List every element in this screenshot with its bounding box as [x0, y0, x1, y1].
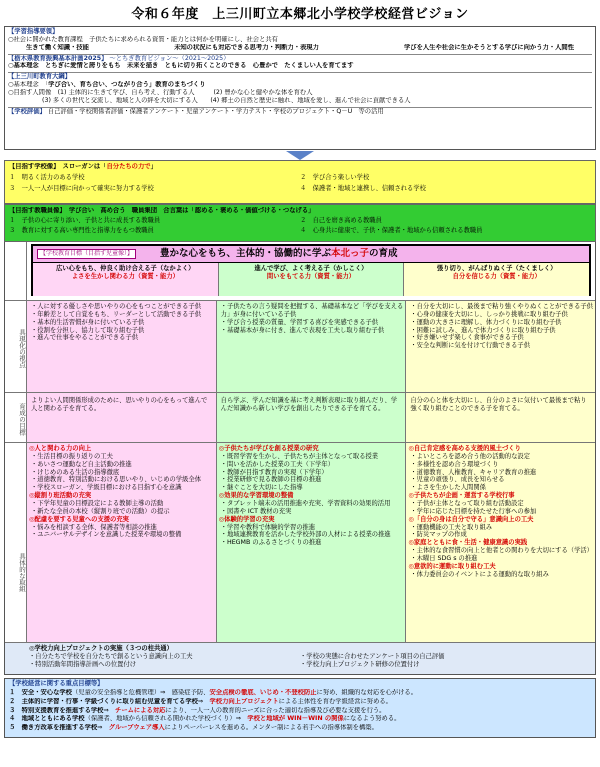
staff-image-item: ３ 教育に対する高い専門性と指導力をもつ教職員 — [9, 226, 154, 234]
action-item: ・子供が主体となって取り組む活動設定 — [410, 500, 524, 508]
action-item: ・新たな全員の本校（縦割り班での活動）の提示 — [31, 507, 170, 515]
school-project-item: ・自分たちで学校を自分たちで創るという意識向上の工夫 — [29, 652, 193, 660]
page-title: 令和６年度 上三川町立本郷北小学校学校経営ビジョン — [131, 7, 469, 22]
action-item: ・タブレット端末の活用推進や充実、学習資料の効果的活用 — [220, 500, 391, 508]
goal-row — [5, 242, 595, 300]
goals-table — [4, 242, 596, 675]
action-heading: ◎「自分の身は自分で守る」意識向上の工夫 — [408, 515, 534, 523]
action-item: ・授業研修で見る教師の目標の推進 — [220, 476, 322, 484]
viewpoint-item: ・子供たちの言う疑問を把握する、基礎基本など「学びを支える力」が身に付いている子供 — [220, 303, 404, 318]
prefecture-plan-sub: ～とちぎ教育ビジョン～（2021～2025） — [109, 54, 230, 62]
focus-goals-box — [4, 678, 596, 738]
focus-goal-key: チームによる対応 — [115, 706, 166, 714]
school-goal-banner — [31, 244, 591, 296]
viewpoint-item: ・運動の大きさに理解し、体力づくりに取り組む子供 — [410, 318, 562, 326]
prefecture-plan-section — [8, 54, 592, 71]
focus-goal-arrow: ⇒ — [103, 706, 116, 714]
focus-goal-key: 学校力向上プロジェクト — [209, 697, 279, 705]
action-side-label: 具体的な取組 — [5, 443, 27, 642]
school-project-item: ・学校力向上プロジェクト研修の位置付け — [300, 660, 420, 668]
action-item: ・学習や教科で体験的学習の推進 — [220, 523, 316, 531]
action-item: ・体力委員会のイベントによる運動的な取り組み — [410, 570, 549, 578]
curriculum-heading: 【学習指導要領】 — [8, 28, 59, 35]
target-side-label: 育成の目標 — [5, 393, 27, 442]
focus-goal-title: ５ 働き方改革を推進する学校 — [9, 724, 98, 732]
focus-goal-key: 学校と地域が WIN－WIN の関係 — [247, 715, 344, 723]
school-goal-text: 豊かな心をもち、主体的・協働的に学ぶ — [160, 248, 332, 260]
pillar-attitude: 学びを人生や社会に生かそうとする学びに向かう力・人間性 — [403, 43, 574, 51]
action-heading: ◎自己肯定感を高める支援的風土づくり — [408, 445, 521, 452]
staff-image-item: １ 子供の心に寄り添い、子供と共に成長する教職員 — [9, 216, 161, 224]
viewpoint-side-label: 具現化の視点 — [5, 301, 27, 392]
focus-goal-arrow: ⇒ — [97, 724, 109, 732]
action-item: ・木曜日 SDG s の推進 — [410, 555, 478, 563]
school-image-box — [4, 160, 596, 204]
town-policy-section — [8, 72, 592, 104]
pillar-title: 進んで学び、よく考える子（かしこく） — [254, 265, 368, 272]
school-project-box — [5, 642, 595, 674]
pillar-ability: よさを生かし関わる力（資質・能力） — [71, 272, 179, 280]
watchword-text: 認める・褒める・価値づける・つなげる — [194, 207, 309, 214]
evaluation-heading: 【学校評価】 — [8, 107, 46, 115]
evaluation-section — [8, 107, 592, 116]
focus-goal-note: （保護者、地域から信頼される開かれた学校づくり） — [84, 715, 236, 723]
viewpoint-item: ・役割を分担し、協力して取り組む子供 — [31, 326, 145, 334]
action-item: ・地域連携教育を活かした学校外部の人材による授業の推進 — [220, 531, 391, 539]
pillar-ability: 自分を信じる力（資質・能力） — [452, 272, 541, 280]
target-text: 自分の心と体を大切にし、自分のよさに気付いて最後まで粘り強く取り組むことのできる子を育てる。 — [405, 393, 595, 442]
viewpoint-item: ・進んで仕事をやることができる子供 — [31, 334, 139, 342]
pillar-thinking: 未知の状況にも対応できる思考力・判断力・表現力 — [174, 43, 319, 51]
pillar-title: 広い心をもち、仲良く助け合える子（なかよく） — [56, 265, 195, 272]
viewpoint-col-strength — [405, 301, 595, 392]
town-policy-person-1: ○目指す人間像 (1) 主体的に生きて学び、自ら考え、行動する人 (2) 豊かな心と健やかな体を育む人 — [8, 89, 313, 97]
school-goal-label: 【学校教育目標（目指す児童像）】 — [37, 249, 136, 259]
focus-goal-arrow: ⇒ — [197, 697, 210, 705]
action-item: ・主体的な食習慣の向上と他者との関わりを大切にする（学活） — [410, 547, 593, 555]
focus-goal-title: ２ 主体的に学習・行事・学級づくりに取り組む児童を育てる学校 — [9, 697, 198, 705]
viewpoint-item: ・安全な判断に気を付けて行動できる子供 — [410, 342, 530, 350]
action-item: ・ユニバーサルデザインを意識した授業や環境の整備 — [31, 531, 182, 539]
action-item: ・下学年児童の目標設定による教師主導の活動 — [31, 500, 164, 508]
evaluation-text: 自己評価・学校関係者評価・保護者アンケート・児童アンケート・学力テスト・学校のプロジェクト・Q－U 等の活用 — [47, 107, 384, 115]
pillar-knowledge: 生きて働く知識・技能 — [26, 43, 89, 51]
action-item: ・学年に応じた目標を持たせた行事への参加 — [410, 507, 537, 515]
action-item: ・教師が目指す教育の実現（下学年） — [220, 468, 328, 476]
focus-goal-key: 安全点検の徹底、いじめ・不登校防止 — [209, 688, 317, 696]
school-image-item: ３ 一人一人が目標に向かって確実に努力する学校 — [9, 184, 154, 192]
viewpoint-item: ・学び合う授業の質量、学習する喜びを実感できる子供 — [220, 318, 379, 326]
target-text: よりよい人間関係形成のために、思いやりの心をもって進んで人と関わる子を育てる。 — [27, 393, 216, 442]
school-image-heading: 【目指す学校像】 — [9, 163, 57, 170]
action-item: ・よいところを認め合う他の活動的な設定 — [410, 452, 530, 460]
viewpoint-item: ・基礎基本が身に付き、進んで表現を工夫し取り組む子供 — [220, 326, 385, 334]
action-item: ・運動機能の工夫と取り組み — [410, 523, 493, 531]
focus-goal-title: ４ 地域とともにある学校 — [9, 715, 85, 723]
prefecture-plan-heading: 【栃木県教育振興基本計画2025】 — [8, 54, 108, 62]
viewpoint-item: ・心身の健康を大切にし、しっかり挑戦に取り組む子供 — [410, 310, 568, 318]
focus-goal-detail: に努め、組織的な対応を心がける。 — [316, 688, 418, 696]
goal-row-spacer — [5, 242, 27, 300]
curriculum-pillars — [8, 44, 592, 52]
watchword-prefix: 合言葉は「 — [163, 207, 195, 214]
action-heading: ◎子供たちが学びを創る授業の研究 — [218, 445, 319, 452]
action-item: ・よさを生かした人間関係 — [410, 484, 486, 492]
action-heading: ◎体験的学習の充実 — [218, 515, 275, 523]
action-item: ・児童の頑張り、成長を知らせる — [410, 476, 505, 484]
page — [4, 4, 596, 763]
viewpoint-item: ・困難に試しみ、進んで体力づくりに取り組む子供 — [410, 326, 556, 334]
focus-goal-note: （児童の安全指導と危機管理） — [71, 688, 161, 696]
staff-image-item: ４ 心身共に健康で、子供・保護者・地域から信頼される教職員 — [300, 226, 483, 234]
action-item: ・学校スローガン、学級目標における目指す心を意識 — [31, 484, 182, 492]
action-heading: ◎意欲的に運動に取り組む工夫 — [408, 562, 496, 570]
action-item: ・あいさつ運動など自主活動の推進 — [31, 460, 132, 468]
pillar-title: 張り切り、がんばりぬく子（たくましく） — [436, 265, 557, 272]
focus-goal-detail: になるよう努める。 — [343, 715, 401, 723]
action-item: ・道徳教育、人権教育、キャリア教育の推進 — [410, 468, 537, 476]
action-item: ・既習学習を生かし、子供たちが主体となって取る授業 — [220, 452, 379, 460]
focus-goal-key: グループウェア導入 — [108, 724, 165, 732]
school-project-heading: ◎学校力向上プロジェクトの実施（３つの柱共通） — [29, 645, 173, 652]
focus-goal-detail: によりペーパーレスを進める。メンター制による若手への指導体制を構築。 — [164, 724, 378, 732]
slogan-prefix: スローガンは「 — [62, 163, 107, 170]
focus-goals-list — [9, 689, 591, 732]
school-image-item: １ 明るく活力のある学校 — [9, 173, 85, 181]
action-item: ・問いを活かした授業の工夫（下学年） — [220, 460, 335, 468]
focus-goals-heading: 【学校経営に関する重点目標等】 — [9, 680, 104, 687]
focus-goal-item — [9, 698, 591, 706]
school-image-item: ４ 保護者・地域と連携し、信頼される学校 — [300, 184, 426, 192]
action-heading: ◎縦割り班活動の充実 — [29, 492, 92, 500]
action-row — [5, 442, 595, 642]
action-heading: ◎配慮を要する児童への支援の充実 — [29, 515, 129, 523]
town-policy-person-2: (3) 多くの世代と交流し、地域と人の絆を大切にする人 (4) 郷土の自然と歴史に触れ、地域を愛し、進んで社会に貢献できる人 — [42, 96, 411, 104]
staff-image-item: ２ 自己を磨き高める教職員 — [300, 216, 382, 224]
staff-motto: 学び合い 高め合う 職員集団 — [68, 207, 157, 214]
slogan-text: 自分たちの力で — [106, 163, 151, 170]
pillar-header-strength — [403, 263, 589, 296]
action-heading: ◎人と関わる力の向上 — [29, 445, 92, 452]
focus-goal-item — [9, 724, 591, 732]
action-col-strength — [405, 443, 595, 642]
action-item: ・多様性を認め合う環境づくり — [410, 460, 499, 468]
viewpoint-item: ・好き嫌いせず楽しく食事ができる子供 — [410, 334, 524, 342]
staff-image-box — [4, 204, 596, 242]
curriculum-line: ○社会に開かれた教育課程 子供たちに求められる資質・能力とは何かを明確にし、社会と共有 — [8, 35, 278, 43]
action-col-kindness — [27, 443, 216, 642]
action-heading: ◎子供たちが企画・運営する学校行事 — [408, 492, 515, 500]
action-item: ・継ぐことを大切にした指導 — [220, 484, 303, 492]
policy-framework-box — [4, 26, 596, 150]
focus-goal-item — [9, 707, 591, 715]
action-item: ・悩みを相談する全体、保護者等相談の推進 — [31, 523, 157, 531]
action-heading: ◎家庭とともに食・生活・健康意識の実践 — [408, 539, 528, 547]
town-policy-basic: ○基本理念 「 — [8, 81, 49, 89]
school-project-item: ・特別活動年間指導計画への位置付け — [29, 660, 137, 668]
viewpoint-item: ・自分を大切にし、最後まで粘り強くやりぬくことができる子供 — [410, 303, 593, 310]
action-item: ・図書や ICT 教材の充実 — [220, 507, 292, 515]
action-item: ・生活目標の振り返りの工夫 — [31, 452, 113, 460]
viewpoint-col-wisdom — [216, 301, 406, 392]
school-goal-suffix: の育成 — [369, 248, 398, 260]
target-text: 自ら学ぶ、学んだ知識を基に考え判断表現に取り組んだり、学んだ知識から新しい学びを創出したりできる子を育てる。 — [216, 393, 406, 442]
pillar-header-wisdom — [218, 263, 404, 296]
focus-goal-detail: による主体性を育む学級経営に努める。 — [278, 697, 392, 705]
viewpoint-row — [5, 300, 595, 392]
target-row — [5, 392, 595, 442]
slogan-suffix: 」 — [150, 163, 157, 170]
focus-goal-arrow: ⇒ 感染症予防、 — [160, 688, 210, 696]
focus-goal-item — [9, 689, 591, 697]
action-heading: ◎効果的な学習環境の整備 — [218, 492, 294, 500]
action-item: ・防災マップの作成 — [410, 531, 467, 539]
school-image-item: ２ 学び合う楽しい学校 — [300, 173, 370, 181]
school-project-item: ・学校の実態に合わせたアンケート項目の自己評価 — [300, 652, 445, 660]
focus-goal-detail: により、一人一人の教育的ニーズに合った適切な指導及び必要な支援を行う。 — [165, 706, 386, 714]
pillar-ability: 問いをもてる力（資質・能力） — [266, 272, 356, 280]
action-item: ・道徳教育、特別活動における思いやり、いじめの学級全体 — [31, 476, 202, 484]
focus-goal-item — [9, 715, 591, 723]
action-col-wisdom — [216, 443, 406, 642]
focus-goal-arrow: ⇒ — [235, 715, 248, 723]
action-item: ・けじめのある生活の指導徹底 — [31, 468, 120, 476]
focus-goal-title: ３ 特別支援教育を推進する学校 — [9, 706, 104, 714]
viewpoint-col-kindness — [27, 301, 216, 392]
action-item: ・HEGMB のふるさとづくりの推進 — [220, 539, 322, 547]
town-policy-heading: 【上三川町教育大綱】 — [8, 73, 71, 81]
staff-image-heading: 【目指す教職員像】 — [9, 207, 63, 214]
watchword-suffix: 」 — [308, 207, 315, 214]
prefecture-plan-line: ○基本理念 とちぎに愛情と誇りをもち 未来を描き ともに切り拓くことのできる 心豊かで たくましい人を育てます — [8, 62, 354, 70]
viewpoint-item: ・人に対する優しさや思いやりの心をもつことができる子供 — [31, 303, 202, 310]
focus-goal-title: １ 安全・安心な学校 — [9, 688, 72, 696]
pillar-header-kindness — [33, 263, 218, 296]
curriculum-section — [8, 28, 592, 52]
school-goal-highlight: 本北っ子 — [331, 248, 370, 260]
town-policy-slogan: 学び合い、育ち合い、つながり合う」教育のまちづくり — [48, 81, 206, 89]
flow-arrow-icon — [286, 151, 314, 160]
viewpoint-item: ・年齢差として自覚をもち、リーダーとして活動できる子供 — [31, 310, 202, 318]
viewpoint-item: ・基本的生活習慣が身に付いている子供 — [31, 318, 145, 326]
